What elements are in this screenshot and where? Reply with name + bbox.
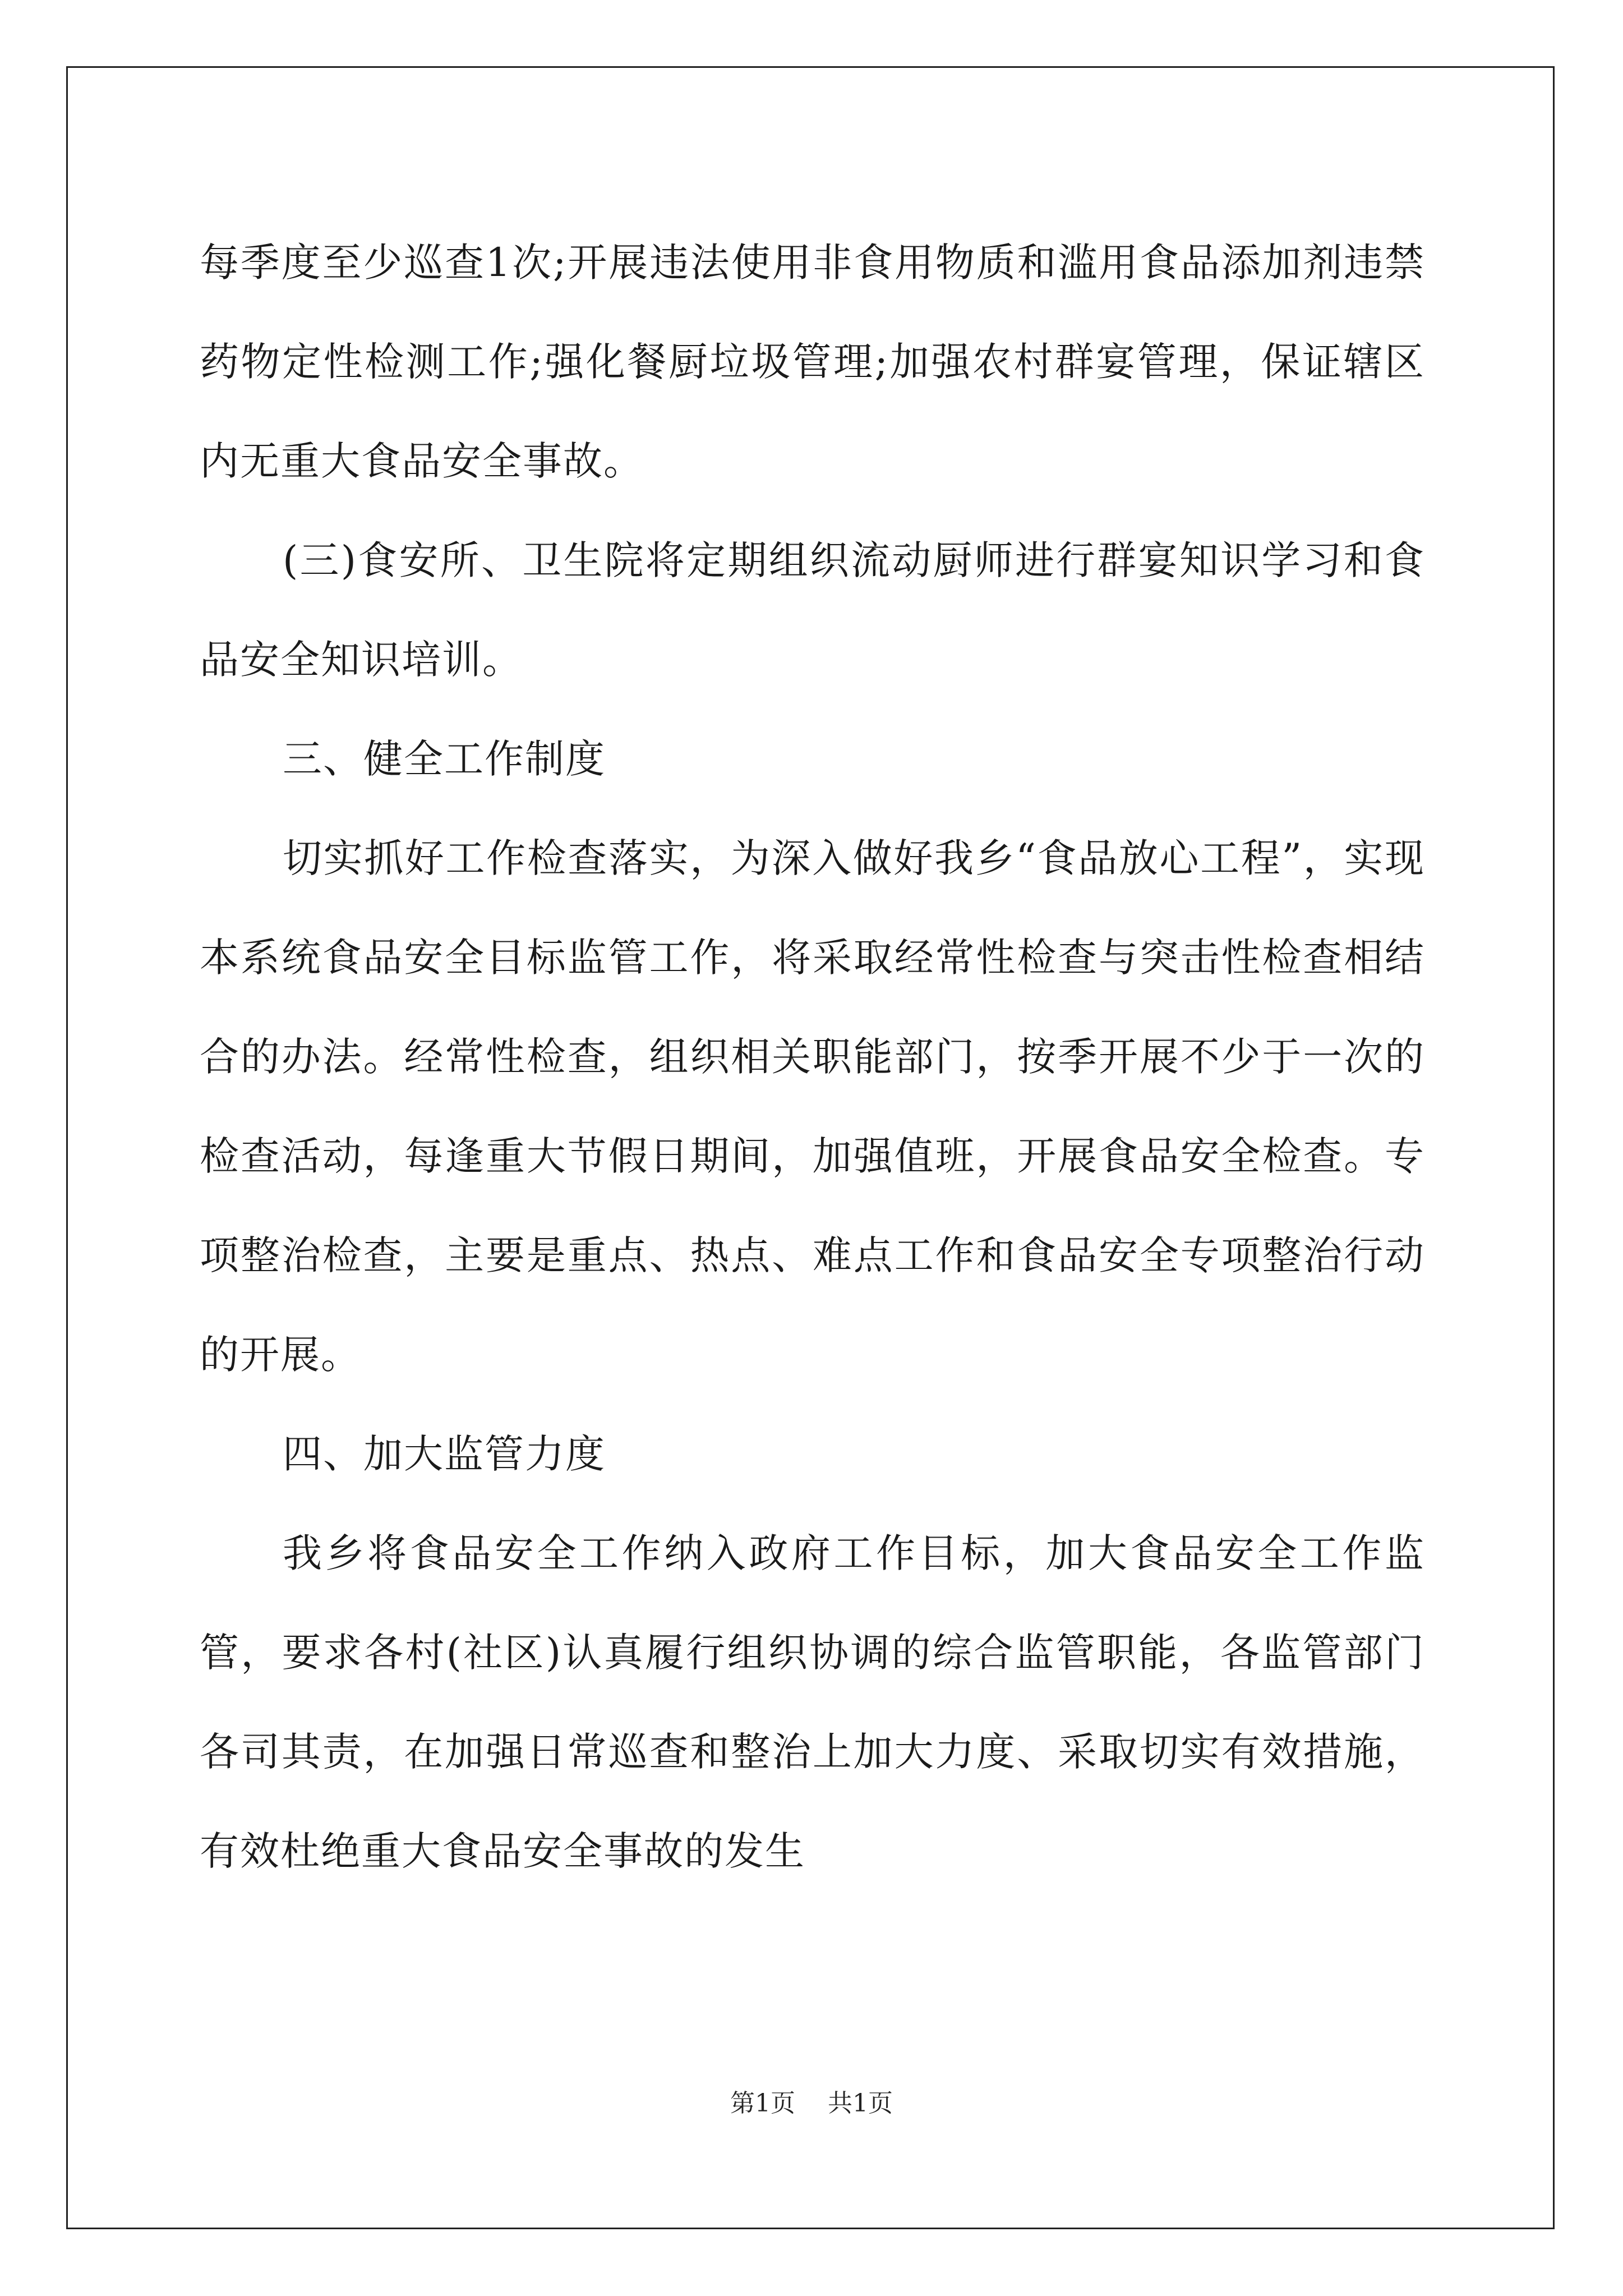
paragraph-training: (三)食安所、卫生院将定期组织流动厨师进行群宴知识学习和食品安全知识培训。 bbox=[200, 537, 1425, 683]
heading-supervision-strength: 四、加大监管力度 bbox=[283, 1431, 606, 1477]
page-number-current: 第1页 bbox=[730, 2089, 795, 2118]
page-footer bbox=[0, 2087, 1623, 2120]
document-body bbox=[200, 213, 1425, 1901]
paragraph-inspection-implementation: 切实抓好工作检查落实，为深入做好我乡“食品放心工程”，实现本系统食品安全目标监管工作，将采取经常性检查与突击性检查相结合的办法。经常性检查，组织相关职能部门，按季开展不少于一次的检查活动，每逢重大节假日期间，加强值班，开展食品安全检查。专项整治检查，主要是重点、热点、难点工作和食品安全专项整治行动的开展。 bbox=[200, 835, 1425, 1378]
heading-work-system: 三、健全工作制度 bbox=[283, 736, 606, 782]
paragraph-inspection-continued: 每季度至少巡查1次;开展违法使用非食用物质和滥用食品添加剂违禁药物定性检测工作;强化餐厨垃圾管理;加强农村群宴管理，保证辖区内无重大食品安全事故。 bbox=[200, 240, 1425, 484]
paragraph-supervision: 我乡将食品安全工作纳入政府工作目标，加大食品安全工作监管，要求各村(社区)认真履行组织协调的综合监管职能，各监管部门各司其责，在加强日常巡查和整治上加大力度、采取切实有效措施，有效杜绝重大食品安全事故的发生 bbox=[200, 1530, 1425, 1874]
page-number-total: 共1页 bbox=[828, 2089, 893, 2118]
